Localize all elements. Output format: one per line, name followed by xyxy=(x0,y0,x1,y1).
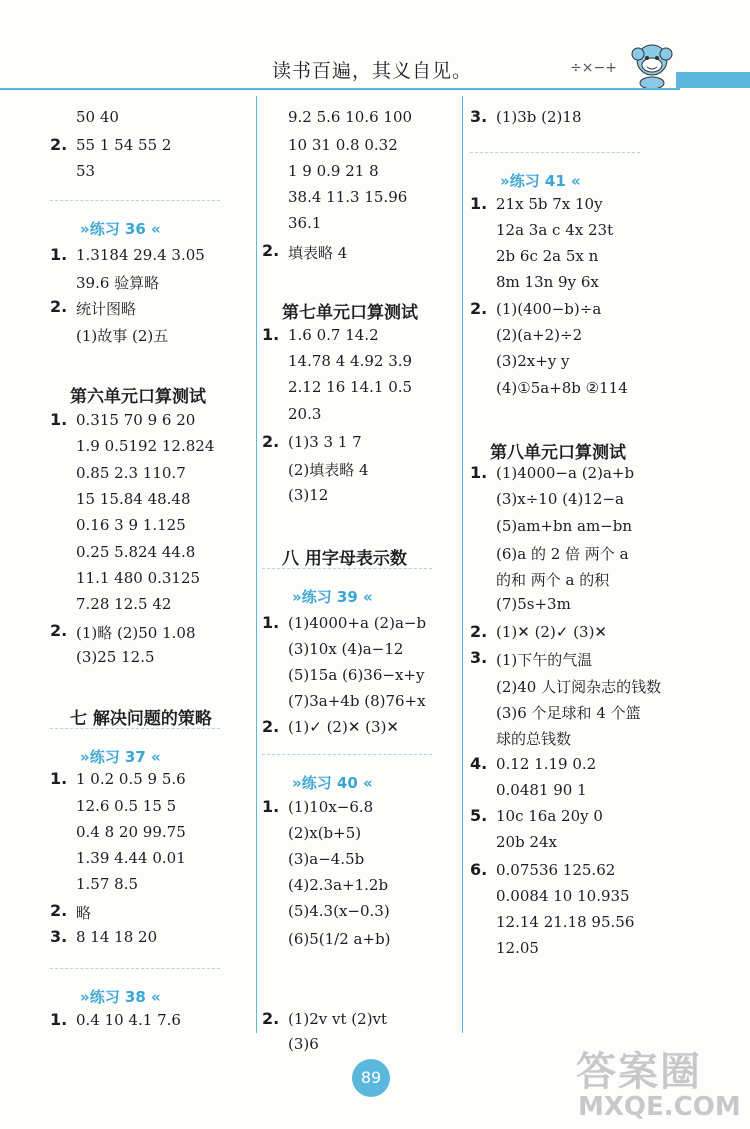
question-number: 2. xyxy=(470,622,488,641)
answer-line: (1)✕ (2)✓ (3)✕ xyxy=(496,623,607,641)
question-number: 1. xyxy=(470,463,488,482)
answer-line: (4)①5a+8b ②114 xyxy=(496,379,628,397)
section-title: 第八单元口算测试 xyxy=(490,443,626,463)
answer-line: 20.3 xyxy=(288,405,322,423)
answer-line: 21x 5b 7x 10y xyxy=(496,195,603,213)
answer-line: 1.6 0.7 14.2 xyxy=(288,326,379,344)
answer-line: 的和 两个 a 的积 xyxy=(496,571,610,589)
section-title: 第六单元口算测试 xyxy=(70,387,206,407)
section-title: 八 用字母表示数 xyxy=(282,549,407,569)
header-accent-bar xyxy=(676,72,750,88)
answer-line: (3)12 xyxy=(288,486,329,504)
answer-line: 9.2 5.6 10.6 100 xyxy=(288,108,413,126)
answer-line: (1)4000+a (2)a−b xyxy=(288,614,427,632)
answer-line: 20b 24x xyxy=(496,833,558,851)
motto: 读书百遍，其义自见。 xyxy=(272,60,473,82)
answer-line: 0.0084 10 10.935 xyxy=(496,887,630,905)
answer-line: (5)am+bn am−bn xyxy=(496,517,633,535)
question-number: 2. xyxy=(50,901,68,920)
exercise-heading: »练习 38 « xyxy=(80,988,161,1006)
question-number: 6. xyxy=(470,860,488,879)
answer-line: 2.12 16 14.1 0.5 xyxy=(288,378,413,396)
answer-line: 7.28 12.5 42 xyxy=(76,595,172,613)
answer-line: 8m 13n 9y 6x xyxy=(496,273,599,291)
question-number: 2. xyxy=(50,135,68,154)
question-number: 2. xyxy=(470,299,488,318)
answer-line: 38.4 11.3 15.96 xyxy=(288,188,408,206)
section-title: 七 解决问题的策略 xyxy=(70,709,212,729)
question-number: 2. xyxy=(262,241,280,260)
section-divider xyxy=(262,568,432,569)
question-number: 1. xyxy=(50,245,68,264)
answer-line: (1)略 (2)50 1.08 xyxy=(76,624,196,642)
question-number: 5. xyxy=(470,806,488,825)
answer-line: 12.14 21.18 95.56 xyxy=(496,913,635,931)
question-number: 2. xyxy=(50,297,68,316)
answer-line: (1)4000−a (2)a+b xyxy=(496,464,635,482)
question-number: 2. xyxy=(262,1009,280,1028)
answer-line: 12.05 xyxy=(496,939,539,957)
answer-line: 39.6 验算略 xyxy=(76,274,160,292)
answer-line: (1)10x−6.8 xyxy=(288,798,374,816)
question-number: 1. xyxy=(262,797,280,816)
answer-line: 0.85 2.3 110.7 xyxy=(76,464,186,482)
answer-line: 1.57 8.5 xyxy=(76,875,139,893)
answer-line: 15 15.84 48.48 xyxy=(76,490,191,508)
question-number: 1. xyxy=(50,769,68,788)
answer-line: 0.12 1.19 0.2 xyxy=(496,755,597,773)
answer-line: 0.0481 90 1 xyxy=(496,781,587,799)
answer-line: (5)15a (6)36−x+y xyxy=(288,666,425,684)
answer-line: (1)故事 (2)五 xyxy=(76,327,169,345)
answer-line: (7)3a+4b (8)76+x xyxy=(288,692,426,710)
answer-line: (1)2v vt (2)vt xyxy=(288,1010,388,1028)
exercise-heading: »练习 41 « xyxy=(500,172,581,190)
question-number: 1. xyxy=(470,194,488,213)
answer-line: 0.4 10 4.1 7.6 xyxy=(76,1011,181,1029)
answer-line: 53 xyxy=(76,162,96,180)
answer-line: 50 40 xyxy=(76,108,119,126)
answer-line: (4)2.3a+1.2b xyxy=(288,876,389,894)
answer-line: (1)3b (2)18 xyxy=(496,108,582,126)
column-divider xyxy=(256,96,257,1033)
question-number: 1. xyxy=(50,1010,68,1029)
question-number: 2. xyxy=(262,717,280,736)
answer-line: 36.1 xyxy=(288,214,322,232)
answer-line: 略 xyxy=(76,904,92,922)
exercise-heading: »练习 40 « xyxy=(292,774,373,792)
answer-line: (2)(a+2)÷2 xyxy=(496,326,583,344)
answer-line: 12.6 0.5 15 5 xyxy=(76,797,177,815)
answer-line: 55 1 54 55 2 xyxy=(76,136,172,154)
answer-line: 10 31 0.8 0.32 xyxy=(288,136,398,154)
answer-line: 14.78 4 4.92 3.9 xyxy=(288,352,413,370)
question-number: 1. xyxy=(262,613,280,632)
math-ops-decoration: ÷×−+ xyxy=(570,60,617,76)
answer-line: (7)5s+3m xyxy=(496,595,571,613)
answer-line: 12a 3a c 4x 23t xyxy=(496,221,614,239)
question-number: 3. xyxy=(470,648,488,667)
column-divider xyxy=(462,96,463,1033)
answer-line: 1.3184 29.4 3.05 xyxy=(76,246,205,264)
answer-line: 0.315 70 9 6 20 xyxy=(76,411,196,429)
page-number: 89 xyxy=(352,1059,390,1097)
answer-line: 0.4 8 20 99.75 xyxy=(76,823,186,841)
answer-line: (1)(400−b)÷a xyxy=(496,300,602,318)
answer-line: 11.1 480 0.3125 xyxy=(76,569,201,587)
question-number: 2. xyxy=(262,432,280,451)
answer-line: (3)2x+y y xyxy=(496,352,570,370)
answer-line: 0.16 3 9 1.125 xyxy=(76,516,186,534)
header-rule xyxy=(0,88,680,90)
answer-line: 填表略 4 xyxy=(288,244,348,262)
watermark-url: MXQE.COM xyxy=(578,1092,741,1122)
answer-line: (1)✓ (2)✕ (3)✕ xyxy=(288,718,399,736)
answer-line: 1 0.2 0.5 9 5.6 xyxy=(76,770,186,788)
exercise-heading: »练习 37 « xyxy=(80,748,161,766)
section-divider xyxy=(50,728,220,729)
answer-line: (3)6 xyxy=(288,1035,319,1053)
answer-line: 2b 6c 2a 5x n xyxy=(496,247,599,265)
section-divider xyxy=(50,200,220,201)
answer-line: (1)下午的气温 xyxy=(496,651,593,669)
question-number: 2. xyxy=(50,621,68,640)
answer-line: 10c 16a 20y 0 xyxy=(496,807,603,825)
answer-line: (3)a−4.5b xyxy=(288,850,365,868)
answer-line: (6)5(1/2 a+b) xyxy=(288,930,391,948)
question-number: 1. xyxy=(50,410,68,429)
question-number: 1. xyxy=(262,325,280,344)
section-divider xyxy=(470,152,640,153)
answer-line: 统计图略 xyxy=(76,300,137,318)
exercise-heading: »练习 36 « xyxy=(80,220,161,238)
section-title: 第七单元口算测试 xyxy=(282,303,418,323)
answer-line: (2)填表略 4 xyxy=(288,461,369,479)
monkey-mascot-icon xyxy=(626,38,680,90)
answer-line: 1 9 0.9 21 8 xyxy=(288,162,379,180)
answer-line: 1.9 0.5192 12.824 xyxy=(76,437,215,455)
watermark-logo: 答案圈 xyxy=(576,1049,702,1095)
answer-line: 0.25 5.824 44.8 xyxy=(76,543,196,561)
answer-line: 0.07536 125.62 xyxy=(496,861,616,879)
page-header xyxy=(0,0,750,96)
section-divider xyxy=(50,968,220,969)
answer-line: (3)25 12.5 xyxy=(76,648,155,666)
section-divider xyxy=(262,754,432,755)
answer-line: (3)10x (4)a−12 xyxy=(288,640,404,658)
answer-line: (3)x÷10 (4)12−a xyxy=(496,490,624,508)
answer-line: (1)3 3 1 7 xyxy=(288,433,362,451)
answer-line: (6)a 的 2 倍 两个 a xyxy=(496,545,629,563)
answer-line: 球的总钱数 xyxy=(496,730,572,748)
exercise-heading: »练习 39 « xyxy=(292,588,373,606)
answer-line: (2)40 人订阅杂志的钱数 xyxy=(496,678,662,696)
answer-line: (2)x(b+5) xyxy=(288,824,362,842)
answer-line: (3)6 个足球和 4 个篮 xyxy=(496,704,641,722)
question-number: 4. xyxy=(470,754,488,773)
question-number: 3. xyxy=(470,107,488,126)
question-number: 3. xyxy=(50,927,68,946)
answer-line: (5)4.3(x−0.3) xyxy=(288,902,390,920)
answer-line: 1.39 4.44 0.01 xyxy=(76,849,186,867)
answer-line: 8 14 18 20 xyxy=(76,928,158,946)
